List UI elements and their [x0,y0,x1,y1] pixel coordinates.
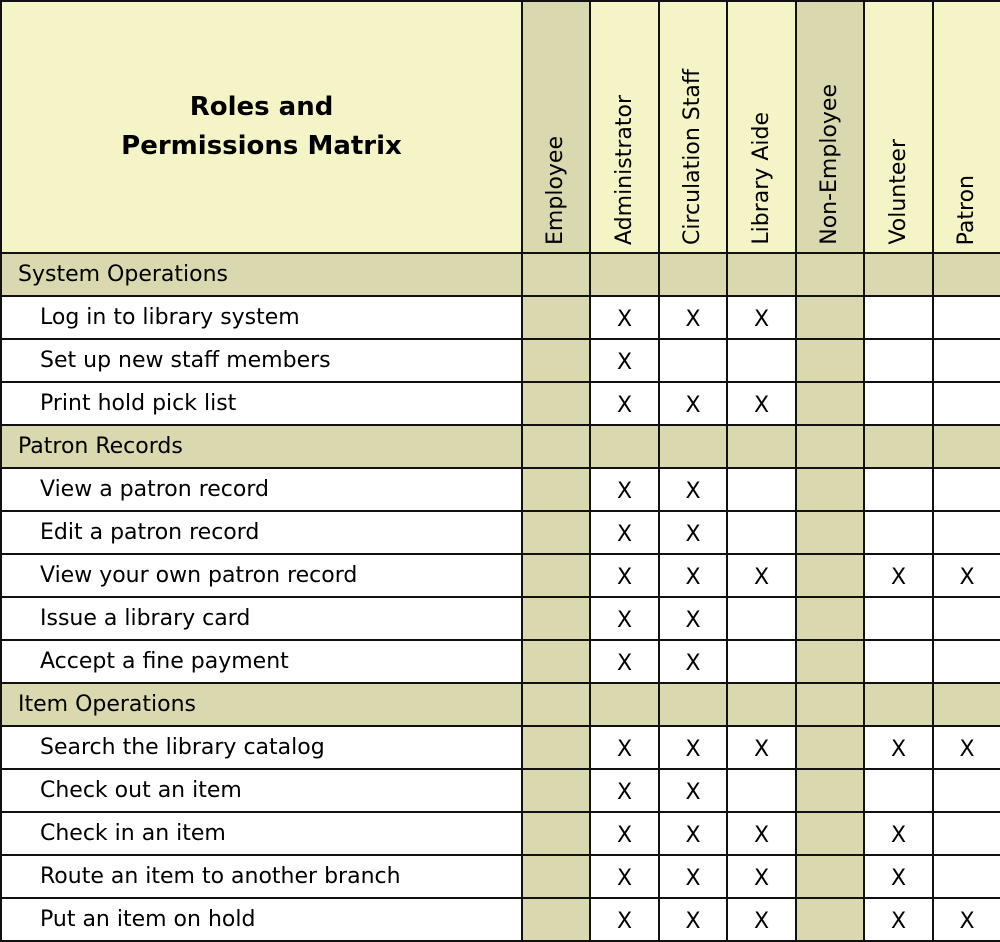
permission-cell-patron: X [933,898,1000,941]
permission-cell-volunteer: X [864,726,933,769]
permission-cell-employee [522,339,590,382]
permission-label: Print hold pick list [1,382,522,425]
column-header-label: Circulation Staff [680,68,705,245]
permission-cell-non-employee [796,382,864,425]
matrix-title-text: Roles and Permissions Matrix [121,92,402,161]
permission-row [1,554,1000,597]
permission-label: Set up new staff members [1,339,522,382]
permission-cell-employee [522,468,590,511]
column-header-label: Volunteer [885,139,911,245]
permission-cell-administrator: X [590,597,659,640]
permission-cell-circulation-staff: X [659,468,727,511]
section-cell [933,425,1000,468]
section-cell [659,683,727,726]
column-header-label: Non-Employee [817,84,842,245]
permission-cell-volunteer: X [864,812,933,855]
permission-cell-administrator: X [590,339,659,382]
section-row-system-operations [1,253,1000,296]
permission-row [1,382,1000,425]
permission-cell-library-aide: X [727,855,796,898]
permission-cell-administrator: X [590,855,659,898]
column-header-volunteer [864,1,933,253]
section-cell [727,253,796,296]
permission-cell-circulation-staff: X [659,554,727,597]
permission-label: Edit a patron record [1,511,522,554]
matrix-title [1,1,522,253]
permission-cell-circulation-staff: X [659,296,727,339]
permission-cell-patron [933,468,1000,511]
permission-cell-library-aide [727,597,796,640]
permission-cell-non-employee [796,296,864,339]
permission-cell-circulation-staff [659,339,727,382]
permission-cell-employee [522,812,590,855]
permission-cell-employee [522,597,590,640]
permission-cell-volunteer [864,468,933,511]
permission-cell-non-employee [796,855,864,898]
permission-cell-administrator: X [590,769,659,812]
section-cell [727,683,796,726]
permission-label: View a patron record [1,468,522,511]
permission-label: Log in to library system [1,296,522,339]
section-cell [864,253,933,296]
section-heading: System Operations [1,253,522,296]
permission-cell-volunteer [864,511,933,554]
section-cell [522,253,590,296]
permission-cell-circulation-staff: X [659,382,727,425]
permission-cell-employee [522,511,590,554]
permission-cell-administrator: X [590,640,659,683]
permission-cell-circulation-staff: X [659,597,727,640]
permission-cell-circulation-staff: X [659,898,727,941]
column-header-patron [933,1,1000,253]
permission-cell-administrator: X [590,554,659,597]
permission-cell-library-aide [727,769,796,812]
permission-cell-patron [933,597,1000,640]
section-row-item-operations [1,683,1000,726]
permission-label: Put an item on hold [1,898,522,941]
section-cell [659,253,727,296]
permission-cell-non-employee [796,554,864,597]
permission-cell-volunteer [864,382,933,425]
permission-cell-circulation-staff: X [659,855,727,898]
permission-cell-library-aide: X [727,296,796,339]
permission-cell-patron [933,640,1000,683]
permission-cell-employee [522,640,590,683]
permission-cell-employee [522,382,590,425]
permission-cell-non-employee [796,597,864,640]
permission-row [1,468,1000,511]
permission-cell-administrator: X [590,382,659,425]
permission-cell-library-aide [727,640,796,683]
permission-cell-non-employee [796,812,864,855]
section-heading: Item Operations [1,683,522,726]
permission-cell-volunteer [864,640,933,683]
permission-cell-library-aide: X [727,382,796,425]
permission-label: Search the library catalog [1,726,522,769]
section-heading: Patron Records [1,425,522,468]
permission-cell-patron [933,855,1000,898]
permission-cell-patron: X [933,554,1000,597]
section-cell [727,425,796,468]
permission-cell-non-employee [796,468,864,511]
permission-label: Accept a fine payment [1,640,522,683]
permission-cell-volunteer [864,597,933,640]
column-header-label: Library Aide [748,112,774,245]
permission-cell-non-employee [796,640,864,683]
permission-cell-circulation-staff: X [659,812,727,855]
permission-cell-non-employee [796,769,864,812]
column-header-circulation-staff [659,1,727,253]
section-cell [796,683,864,726]
permission-cell-administrator: X [590,296,659,339]
permission-cell-administrator: X [590,898,659,941]
section-cell [522,425,590,468]
permission-row [1,812,1000,855]
permission-cell-library-aide [727,511,796,554]
section-cell [933,253,1000,296]
permission-label: View your own patron record [1,554,522,597]
permission-cell-patron: X [933,726,1000,769]
permission-cell-circulation-staff: X [659,769,727,812]
permission-row [1,339,1000,382]
permission-cell-patron [933,296,1000,339]
permission-row [1,898,1000,941]
permission-row [1,769,1000,812]
permission-cell-library-aide: X [727,898,796,941]
permission-cell-administrator: X [590,511,659,554]
section-cell [590,253,659,296]
permission-cell-employee [522,898,590,941]
permission-cell-administrator: X [590,812,659,855]
permission-cell-patron [933,382,1000,425]
permission-row [1,640,1000,683]
permission-cell-library-aide [727,468,796,511]
section-cell [796,253,864,296]
permission-cell-administrator: X [590,726,659,769]
permission-row [1,726,1000,769]
permission-cell-employee [522,554,590,597]
column-header-library-aide [727,1,796,253]
permission-cell-employee [522,855,590,898]
permission-cell-employee [522,726,590,769]
column-header-label: Patron [954,174,979,245]
permission-label: Check out an item [1,769,522,812]
permission-cell-volunteer [864,296,933,339]
permission-row [1,511,1000,554]
section-cell [659,425,727,468]
header-row [1,1,1000,253]
permission-cell-circulation-staff: X [659,726,727,769]
permission-label: Issue a library card [1,597,522,640]
permission-cell-patron [933,769,1000,812]
permission-label: Check in an item [1,812,522,855]
column-header-non-employee [796,1,864,253]
permission-cell-volunteer: X [864,855,933,898]
section-cell [864,683,933,726]
permission-cell-administrator: X [590,468,659,511]
section-row-patron-records [1,425,1000,468]
permission-cell-library-aide: X [727,812,796,855]
permission-cell-volunteer [864,339,933,382]
section-cell [522,683,590,726]
permission-cell-non-employee [796,898,864,941]
section-cell [933,683,1000,726]
permission-cell-volunteer: X [864,898,933,941]
permission-cell-library-aide: X [727,554,796,597]
permission-cell-employee [522,296,590,339]
column-header-employee [522,1,590,253]
permission-cell-volunteer: X [864,554,933,597]
permission-row [1,597,1000,640]
permission-row [1,296,1000,339]
permission-cell-non-employee [796,339,864,382]
section-cell [864,425,933,468]
permission-row [1,855,1000,898]
permission-cell-non-employee [796,511,864,554]
permission-cell-patron [933,812,1000,855]
column-header-label: Employee [543,136,568,245]
permission-cell-library-aide [727,339,796,382]
section-cell [796,425,864,468]
permission-cell-library-aide: X [727,726,796,769]
section-cell [590,683,659,726]
column-header-administrator [590,1,659,253]
permission-cell-patron [933,511,1000,554]
permission-cell-employee [522,769,590,812]
section-cell [590,425,659,468]
permission-cell-circulation-staff: X [659,511,727,554]
permission-cell-non-employee [796,726,864,769]
permission-cell-volunteer [864,769,933,812]
permission-cell-patron [933,339,1000,382]
column-header-label: Administrator [611,95,637,245]
permission-cell-circulation-staff: X [659,640,727,683]
permission-label: Route an item to another branch [1,855,522,898]
